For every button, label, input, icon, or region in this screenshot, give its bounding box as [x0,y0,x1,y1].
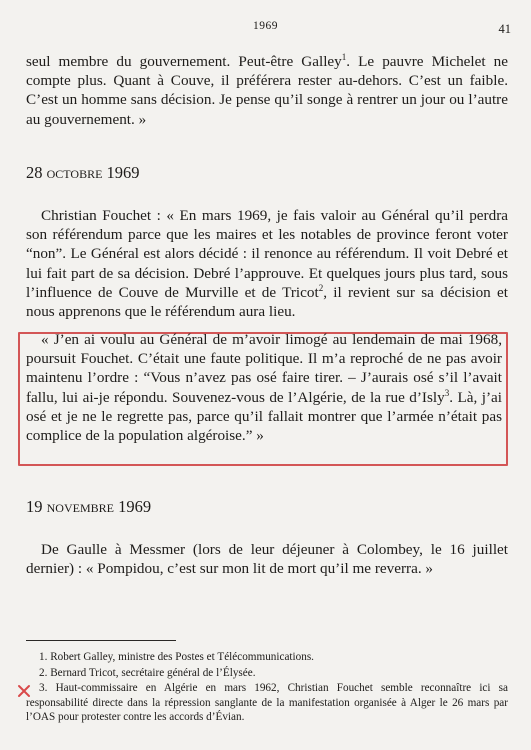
footnote-rule [26,640,176,641]
footnote-1-number: 1. [39,651,48,663]
footnotes [26,650,508,726]
paragraph-4: De Gaulle à Messmer (lors de leur déjeuner à Colombey, le 16 juillet dernier) : « Pompidou, c’est sur mon lit de mort qu’il me reverra. » [26,541,508,578]
date-2-day: 19 [26,497,43,516]
paragraph-1 [26,52,508,129]
footnote-3-number: 3. [39,682,48,695]
footnote-ref-1: 1 [341,51,347,62]
date-heading-2 [26,497,151,517]
date-2-year: 1969 [118,497,152,516]
footnote-3-text: Haut-commissaire en Algérie en mars 1962, Christian Fouchet semble reconnaître ici sa responsabilité directe dans la répression sanglante de la manifestation organisée à Alger le 26 mars par l’OAS pour protester contre les accords d’Évian. [26,682,508,724]
page-number: 41 [498,22,511,36]
footnote-ref-2: 2 [318,282,324,293]
footnote-2-number: 2. [39,666,48,679]
red-cross-mark-icon [17,684,31,698]
paragraph-3-rest: . Là, j’ai osé et je ne le regrette pas, parce qu’il fallait montrer que l’armée n’était pas complice de la population algéroise.” » [26,388,502,445]
date-heading-1 [26,163,140,183]
paragraph-1-text: seul membre du gouvernement. Peut-être Galley [26,53,342,70]
date-1-day: 28 [26,163,43,182]
date-1-year: 1969 [106,163,140,182]
paragraph-2 [26,206,508,321]
date-2-month: novembre [46,497,114,516]
paragraph-3-text: « J’en ai voulu au Général de m’avoir limogé au lendemain de mai 1968, poursuit Fouchet. C’était une faute politique. Il m’a reproché de ne pas avoir maintenu l’ordre : “Vous n’avez pas osé faire tirer. – J’aurais osé s’il l’avait fallu, lui ai-je répondu. Souvenez-vous de l’Algérie, de la rue d’Isly [26,331,502,406]
footnote-3 [26,681,508,725]
running-title: 1969 [253,20,278,32]
footnote-2-text: Bernard Tricot, secrétaire général de l’Élysée. [50,666,256,679]
paragraph-2-rest: , il revient sur sa décision et nous apprenons que le référendum aura lieu. [26,283,508,321]
paragraph-3-quote [26,330,502,445]
paragraph-1-rest: . Le pauvre Michelet ne compte plus. Quant à Couve, il préférera rester au-dehors. C’est un faible. C’est un homme sans décision. Je pense qu’il songe à rentrer un jour ou l’autre au gouvernement. » [26,53,508,128]
date-1-month: octobre [46,163,103,182]
footnote-ref-3: 3 [444,387,450,398]
footnote-1 [26,650,508,665]
footnote-1-text: Robert Galley, ministre des Postes et Télécommunications. [50,651,314,663]
footnote-2 [26,666,508,681]
paragraph-2-text: Christian Fouchet : « En mars 1969, je fais valoir au Général qu’il perdra son référendum parce que les maires et les notables de province feront voter “non”. Le Général est alors décidé : il renonce au référendum. Il voit Debré et lui fait part de sa décision. Debré l’approuve. Et quelques jours plus tard, sous l’influence de Couve de Murville et de Tricot [26,207,508,301]
